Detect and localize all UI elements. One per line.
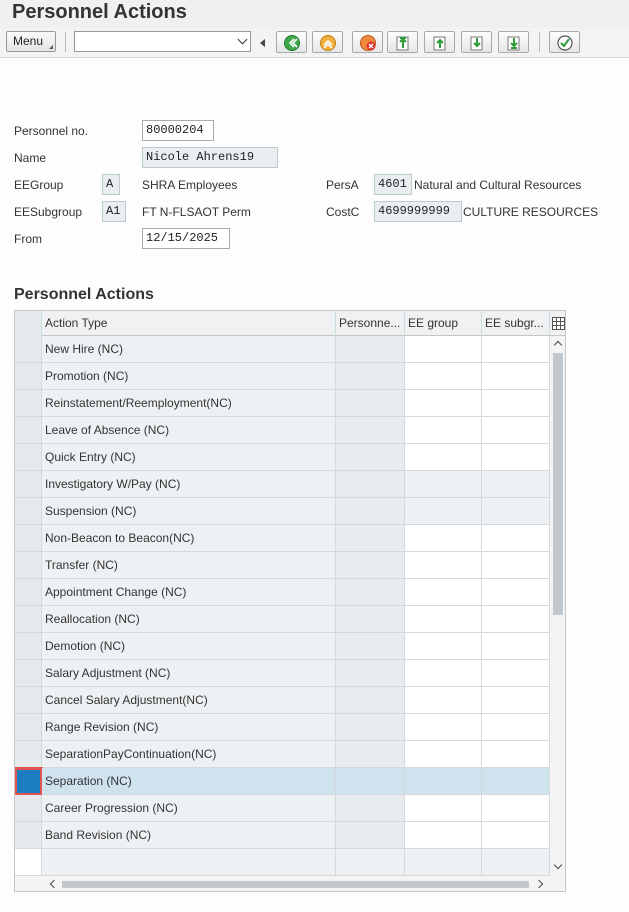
execute-icon [556, 34, 574, 52]
costc-code-field: 4699999999 [374, 201, 462, 222]
action-type-cell[interactable]: SeparationPayContinuation(NC) [42, 741, 336, 768]
row-selector[interactable] [15, 390, 42, 417]
column-header-ee-group[interactable]: EE group [405, 311, 482, 336]
menu-corner-icon [49, 45, 53, 49]
row-selector[interactable] [15, 714, 42, 741]
row-selector[interactable] [15, 849, 42, 876]
personnel-actions-table [14, 310, 566, 892]
execute-button[interactable] [549, 31, 580, 53]
ee-subgroup-cell[interactable] [482, 714, 550, 741]
back-icon [283, 34, 301, 52]
table-row[interactable] [15, 606, 550, 633]
table-row[interactable] [15, 444, 550, 471]
exit-icon [319, 34, 337, 52]
first-page-icon [394, 34, 412, 52]
action-type-cell[interactable]: Band Revision (NC) [42, 822, 336, 849]
ee-group-cell[interactable] [405, 552, 482, 579]
table-row[interactable] [15, 579, 550, 606]
table-row[interactable] [15, 741, 550, 768]
ee-subgroup-cell[interactable] [482, 363, 550, 390]
eegroup-label: EEGroup [14, 178, 64, 192]
action-type-cell[interactable]: Reallocation (NC) [42, 606, 336, 633]
ee-subgroup-cell[interactable] [482, 795, 550, 822]
ee-group-cell[interactable] [405, 606, 482, 633]
vertical-scrollbar[interactable] [550, 336, 566, 876]
ee-group-cell[interactable] [405, 687, 482, 714]
action-type-cell[interactable]: Non-Beacon to Beacon(NC) [42, 525, 336, 552]
personnel-action-cell [336, 552, 405, 579]
row-selector[interactable] [15, 606, 42, 633]
ee-group-cell[interactable] [405, 660, 482, 687]
last-page-icon [505, 34, 523, 52]
horizontal-scrollbar[interactable] [15, 876, 550, 892]
action-type-cell[interactable]: Demotion (NC) [42, 633, 336, 660]
personnel-action-cell [336, 471, 405, 498]
toolbar-separator [65, 32, 66, 52]
table-row[interactable] [15, 471, 550, 498]
first-page-button[interactable] [387, 31, 418, 53]
eesubgroup-text: FT N-FLSAOT Perm [142, 205, 251, 219]
personnel-action-cell [336, 390, 405, 417]
personnel-action-cell [336, 498, 405, 525]
ee-subgroup-cell [482, 849, 550, 876]
personnel-action-cell [336, 660, 405, 687]
ee-subgroup-cell[interactable] [482, 390, 550, 417]
previous-page-icon [431, 34, 449, 52]
ee-subgroup-cell[interactable] [482, 633, 550, 660]
menu-button[interactable] [6, 31, 56, 52]
eegroup-code-field: A [102, 174, 120, 195]
ee-subgroup-cell[interactable] [482, 660, 550, 687]
ee-subgroup-cell[interactable] [482, 687, 550, 714]
table-row-empty [15, 849, 550, 876]
action-type-cell[interactable]: Range Revision (NC) [42, 714, 336, 741]
ee-group-cell[interactable] [405, 444, 482, 471]
row-selector[interactable] [15, 498, 42, 525]
cancel-button[interactable] [352, 31, 383, 53]
personnel-action-cell [336, 822, 405, 849]
ee-subgroup-cell[interactable] [482, 579, 550, 606]
personnel-action-cell [336, 579, 405, 606]
table-row[interactable] [15, 768, 550, 795]
persa-text: Natural and Cultural Resources [414, 178, 582, 192]
action-type-cell[interactable]: Investigatory W/Pay (NC) [42, 471, 336, 498]
scroll-up-icon[interactable] [554, 341, 562, 349]
personnel-action-cell [336, 633, 405, 660]
table-row[interactable] [15, 795, 550, 822]
action-type-cell[interactable]: Leave of Absence (NC) [42, 417, 336, 444]
next-page-button[interactable] [461, 31, 492, 53]
previous-page-button[interactable] [424, 31, 455, 53]
table-row[interactable] [15, 363, 550, 390]
section-title: Personnel Actions [14, 286, 154, 303]
row-selector[interactable] [15, 363, 42, 390]
next-page-icon [468, 34, 486, 52]
command-field[interactable] [74, 31, 251, 52]
costc-text: CULTURE RESOURCES [463, 205, 599, 219]
ee-group-cell[interactable] [405, 525, 482, 552]
select-all-header[interactable] [15, 311, 42, 336]
action-type-cell[interactable]: Salary Adjustment (NC) [42, 660, 336, 687]
name-field: Nicole Ahrens19 [142, 147, 278, 168]
ee-subgroup-cell[interactable] [482, 606, 550, 633]
table-row[interactable] [15, 552, 550, 579]
toolbar [0, 28, 629, 58]
vertical-scroll-thumb[interactable] [553, 353, 563, 615]
ee-subgroup-cell[interactable] [482, 768, 550, 795]
ee-group-cell[interactable] [405, 579, 482, 606]
personnel-no-label: Personnel no. [14, 124, 89, 138]
personnel-action-cell [336, 336, 405, 363]
ee-group-cell[interactable] [405, 633, 482, 660]
ee-subgroup-cell[interactable] [482, 822, 550, 849]
table-row[interactable] [15, 417, 550, 444]
personnel-action-cell [336, 606, 405, 633]
ee-subgroup-cell[interactable] [482, 336, 550, 363]
scroll-left-icon[interactable] [50, 880, 58, 888]
personnel-action-cell [336, 849, 405, 876]
personnel-action-cell [336, 417, 405, 444]
row-selector[interactable] [15, 633, 42, 660]
ee-group-cell[interactable] [405, 417, 482, 444]
personnel-action-cell [336, 741, 405, 768]
ee-group-cell [405, 849, 482, 876]
table-row[interactable] [15, 390, 550, 417]
action-type-cell[interactable]: Separation (NC) [42, 768, 336, 795]
persa-code-field: 4601 [374, 174, 412, 195]
menu-button-label: Menu [13, 34, 44, 48]
page-title: Personnel Actions [12, 1, 187, 23]
from-date-input[interactable]: 12/15/2025 [142, 228, 230, 249]
personnel-action-cell [336, 687, 405, 714]
last-page-button[interactable] [498, 31, 529, 53]
personnel-action-cell [336, 795, 405, 822]
personnel-no-input[interactable]: 80000204 [142, 120, 214, 141]
table-row[interactable] [15, 498, 550, 525]
row-selector[interactable] [15, 336, 42, 363]
action-type-cell[interactable]: Suspension (NC) [42, 498, 336, 525]
action-type-cell[interactable]: Appointment Change (NC) [42, 579, 336, 606]
ee-subgroup-cell[interactable] [482, 417, 550, 444]
table-row[interactable] [15, 714, 550, 741]
chevron-down-icon[interactable] [238, 35, 248, 45]
scrollbar-corner [550, 876, 566, 892]
action-type-cell [42, 849, 336, 876]
personnel-action-cell [336, 444, 405, 471]
eesubgroup-code-field: A1 [102, 201, 126, 222]
row-selector[interactable] [15, 417, 42, 444]
from-label: From [14, 232, 42, 246]
ee-group-cell[interactable] [405, 336, 482, 363]
column-header-ee-subgroup[interactable]: EE subgr... [482, 311, 550, 336]
ee-group-cell[interactable] [405, 714, 482, 741]
exit-button[interactable] [312, 31, 343, 53]
table-row[interactable] [15, 633, 550, 660]
cancel-icon [359, 34, 377, 52]
table-row[interactable] [15, 336, 550, 363]
ee-group-cell[interactable] [405, 768, 482, 795]
row-selector[interactable] [15, 579, 42, 606]
row-selector[interactable] [15, 525, 42, 552]
action-type-cell[interactable]: Promotion (NC) [42, 363, 336, 390]
ee-group-cell[interactable] [405, 498, 482, 525]
row-selector[interactable] [15, 660, 42, 687]
back-button[interactable] [276, 31, 307, 53]
table-settings-icon [552, 317, 565, 330]
action-type-cell[interactable]: Transfer (NC) [42, 552, 336, 579]
name-label: Name [14, 151, 47, 165]
scroll-down-icon[interactable] [554, 861, 562, 869]
row-selector[interactable] [15, 795, 42, 822]
action-type-cell[interactable]: Cancel Salary Adjustment(NC) [42, 687, 336, 714]
ee-subgroup-cell[interactable] [482, 741, 550, 768]
table-header [15, 311, 566, 336]
action-type-cell[interactable]: Reinstatement/Reemployment(NC) [42, 390, 336, 417]
horizontal-scroll-thumb[interactable] [62, 881, 529, 888]
table-row[interactable] [15, 660, 550, 687]
persa-label: PersA [326, 178, 359, 192]
title-bar [0, 0, 629, 28]
action-type-cell[interactable]: Career Progression (NC) [42, 795, 336, 822]
personnel-action-cell [336, 363, 405, 390]
toolbar-separator [539, 32, 540, 52]
eegroup-text: SHRA Employees [142, 178, 238, 192]
ee-group-cell[interactable] [405, 390, 482, 417]
row-selector[interactable] [15, 768, 42, 795]
ee-group-cell[interactable] [405, 822, 482, 849]
eesubgroup-label: EESubgroup [14, 205, 83, 219]
scroll-right-icon[interactable] [535, 880, 543, 888]
table-row[interactable] [15, 525, 550, 552]
row-selector[interactable] [15, 687, 42, 714]
personnel-action-cell [336, 714, 405, 741]
column-header-personnel[interactable]: Personne... [336, 311, 405, 336]
action-type-cell[interactable]: Quick Entry (NC) [42, 444, 336, 471]
ee-group-cell[interactable] [405, 795, 482, 822]
collapse-arrow-icon[interactable] [260, 39, 265, 47]
row-selector[interactable] [15, 471, 42, 498]
ee-group-cell[interactable] [405, 741, 482, 768]
action-type-cell[interactable]: New Hire (NC) [42, 336, 336, 363]
row-selector[interactable] [15, 444, 42, 471]
table-settings-button[interactable] [550, 311, 566, 336]
ee-subgroup-cell[interactable] [482, 444, 550, 471]
ee-subgroup-cell[interactable] [482, 498, 550, 525]
row-selector[interactable] [15, 822, 42, 849]
row-selector[interactable] [15, 552, 42, 579]
ee-group-cell[interactable] [405, 363, 482, 390]
ee-group-cell[interactable] [405, 471, 482, 498]
ee-subgroup-cell[interactable] [482, 552, 550, 579]
column-header-action-type[interactable]: Action Type [42, 311, 336, 336]
personnel-action-cell [336, 525, 405, 552]
table-row[interactable] [15, 687, 550, 714]
costc-label: CostC [326, 205, 360, 219]
ee-subgroup-cell[interactable] [482, 471, 550, 498]
table-row[interactable] [15, 822, 550, 849]
row-selector[interactable] [15, 741, 42, 768]
personnel-action-cell [336, 768, 405, 795]
ee-subgroup-cell[interactable] [482, 525, 550, 552]
